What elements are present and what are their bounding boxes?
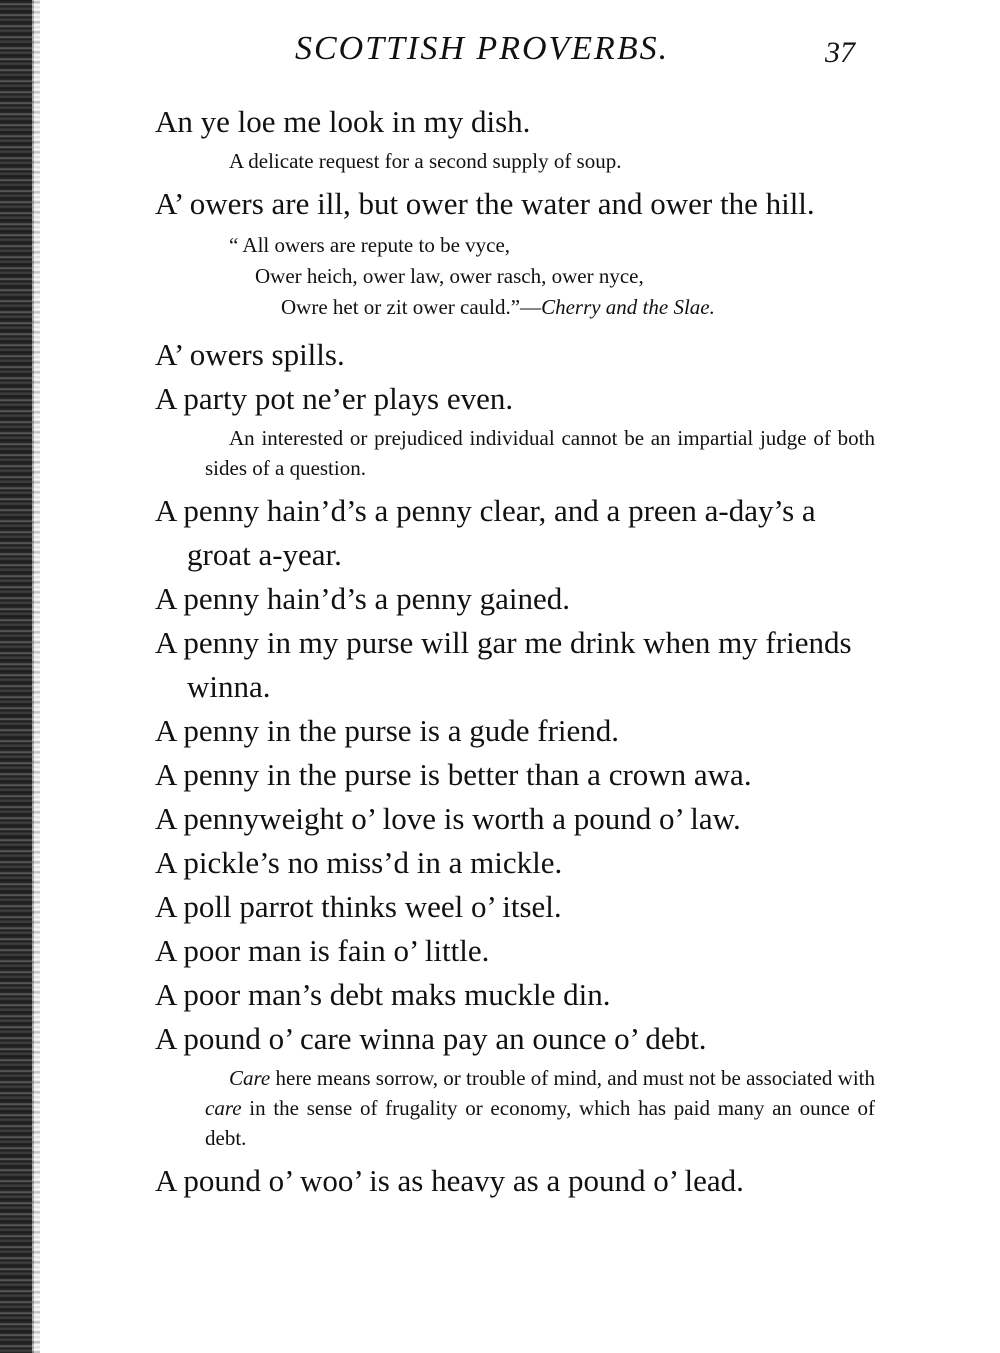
proverb-note	[205, 1063, 875, 1153]
proverb: An ye loe me look in my dish.	[155, 104, 531, 139]
running-title: SCOTTISH PROVERBS.	[295, 30, 670, 67]
proverb: A poll parrot thinks weel o’ itsel.	[155, 889, 562, 924]
page-number: 37	[825, 36, 855, 69]
proverb: A pound o’ woo’ is as heavy as a pound o’ lead.	[155, 1163, 744, 1198]
proverb: A party pot ne’er plays even.	[155, 381, 514, 416]
note-text: here means sorrow, or trouble of mind, and must not be associated with	[270, 1066, 875, 1090]
proverb: A penny in the purse is a gude friend.	[155, 713, 620, 748]
verse-line	[155, 292, 875, 323]
proverb: A’ owers spills.	[155, 337, 345, 372]
page-header	[155, 28, 875, 88]
book-spine-edge	[0, 0, 34, 1353]
proverb-note: An interested or prejudiced individual cannot be an impartial judge of both sides of a question.	[205, 426, 875, 480]
verse-text: Owre het or zit ower cauld.”—	[281, 295, 542, 319]
proverb: A penny in the purse is better than a crown awa.	[155, 757, 752, 792]
verse-line: Ower heich, ower law, ower rasch, ower nyce,	[255, 264, 644, 288]
proverb: A penny hain’d’s a penny clear, and a preen a-day’s a groat a-year.	[155, 493, 816, 572]
proverb: A pound o’ care winna pay an ounce o’ debt.	[155, 1021, 707, 1056]
proverb: A poor man’s debt maks muckle din.	[155, 977, 611, 1012]
note-italic: Care	[229, 1066, 271, 1090]
note-text: in the sense of frugality or economy, which has paid many an ounce of debt.	[205, 1096, 875, 1150]
book-page	[155, 28, 875, 1203]
proverb: A poor man is fain o’ little.	[155, 933, 490, 968]
proverb: A pickle’s no miss’d in a mickle.	[155, 845, 563, 880]
verse-line: “ All owers are repute to be vyce,	[229, 233, 511, 257]
verse-source: Cherry and the Slae.	[541, 295, 715, 319]
note-italic: care	[205, 1096, 242, 1120]
verse-quotation	[155, 230, 875, 323]
proverb: A penny hain’d’s a penny gained.	[155, 581, 570, 616]
proverb-note: A delicate request for a second supply of soup.	[229, 149, 622, 173]
proverb: A pennyweight o’ love is worth a pound o’ law.	[155, 801, 741, 836]
proverb: A’ owers are ill, but ower the water and ower the hill.	[155, 186, 815, 221]
proverb: A penny in my purse will gar me drink when my friends winna.	[155, 625, 852, 704]
